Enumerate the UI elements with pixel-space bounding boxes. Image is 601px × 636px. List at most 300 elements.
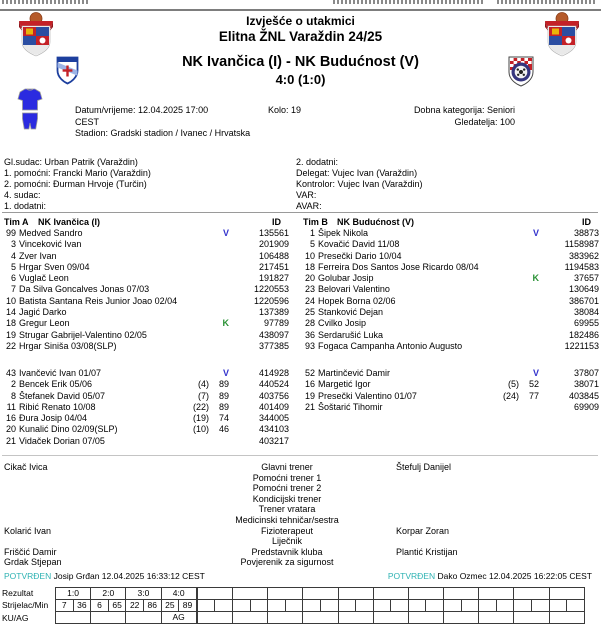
away-staff-name: Plantić Kristijan	[396, 546, 458, 557]
player-row	[301, 307, 599, 318]
scorer-number: 6	[97, 600, 102, 610]
substitution-info: (10)	[192, 424, 209, 435]
player-id: 38084	[573, 307, 599, 318]
scorer-number: 7	[61, 600, 67, 610]
player-id: 377385	[258, 340, 289, 351]
player-name: Margetić Igor	[318, 379, 371, 390]
staff-role: Liječnik	[271, 536, 302, 547]
player-id: 401409	[258, 401, 289, 412]
substitution-info	[493, 318, 519, 329]
score-cell: 1:0	[55, 587, 91, 600]
match-round: Kolo: 19	[268, 105, 302, 115]
ku-ag-cell	[197, 611, 233, 624]
player-number: 93	[304, 340, 315, 351]
away-staff-name	[390, 473, 597, 484]
home-staff-name	[4, 494, 184, 505]
minute-or-role-mark	[519, 262, 539, 273]
staff-role: Povjerenik za sigurnost	[240, 557, 334, 568]
ku-ag-cell	[513, 611, 549, 624]
away-staff-name	[390, 494, 597, 505]
player-number: 16	[5, 413, 16, 424]
player-name: Stanković Dejan	[318, 307, 384, 318]
staff-role: Pomoćni trener 2	[252, 483, 322, 494]
match-info	[75, 105, 250, 140]
minute-or-role-mark	[209, 330, 229, 341]
id-column-header: ID	[272, 217, 281, 227]
team-a-section	[2, 216, 289, 447]
player-id: 97789	[263, 318, 289, 329]
player-id: 1194583	[564, 261, 599, 272]
player-row	[301, 273, 599, 284]
ku-ag-row	[55, 611, 585, 624]
player-name: Šipek Nikola	[318, 228, 369, 238]
home-staff-name	[4, 473, 184, 484]
minute-or-role-mark	[519, 284, 539, 295]
player-number: 24	[304, 295, 315, 306]
minute-or-role-mark	[519, 402, 539, 413]
staff-row	[4, 557, 597, 568]
player-number: 52	[304, 367, 315, 378]
officials-right	[296, 157, 423, 212]
staff-row	[4, 515, 597, 526]
results-row-label: Strijelac/Min	[2, 600, 49, 611]
player-id: 414928	[258, 367, 289, 378]
player-name: Ivančević Ivan 01/07	[19, 367, 102, 378]
ku-ag-cell	[302, 611, 338, 624]
substitution-info	[183, 341, 209, 352]
player-row	[301, 284, 599, 295]
player-id: 182486	[568, 329, 599, 340]
substitution-info	[183, 318, 209, 329]
minute-or-role-mark: V	[532, 367, 539, 378]
player-number: 7	[10, 284, 16, 295]
player-number: 2	[10, 379, 16, 390]
home-staff-name	[4, 504, 184, 515]
report-header	[0, 14, 601, 87]
player-number: 21	[5, 435, 16, 446]
results-grid	[55, 587, 585, 624]
player-row	[2, 251, 289, 262]
player-id: 344005	[258, 413, 289, 424]
official-line: 1. dodatni:	[4, 201, 47, 211]
player-row	[2, 391, 289, 402]
staff-role: Medicinski tehničar/sestra	[235, 514, 339, 525]
player-row	[301, 379, 599, 390]
official-line: Gl.sudac: Urban Patrik (Varaždin)	[4, 157, 138, 167]
team-b-section	[301, 216, 599, 447]
team-a-starters	[2, 228, 289, 352]
player-number: 99	[5, 228, 16, 238]
minute-or-role-mark: K	[532, 273, 539, 284]
player-id: 403756	[258, 390, 289, 401]
minute-or-role-mark	[209, 262, 229, 273]
results-row-label: KU/AG	[2, 612, 29, 623]
player-name: Fogaca Campanha Antonio Augusto	[318, 340, 463, 351]
substitution-info	[183, 228, 209, 239]
minute-or-role-mark	[519, 318, 539, 329]
minute-or-role-mark: V	[222, 228, 229, 238]
player-row	[301, 262, 599, 273]
player-name: Medved Sandro	[19, 228, 83, 238]
minute-or-role-mark	[209, 307, 229, 318]
player-id: 106488	[258, 250, 289, 261]
player-number: 21	[304, 401, 315, 412]
player-number: 20	[304, 273, 315, 284]
player-row	[301, 368, 599, 379]
player-name: Belovari Valentino	[318, 284, 390, 295]
player-id: 217451	[258, 261, 289, 272]
match-timezone: CEST	[75, 116, 100, 127]
player-number: 22	[5, 340, 16, 351]
player-number: 6	[10, 273, 16, 284]
substitution-info	[493, 330, 519, 341]
player-name: Presečki Valentino 01/07	[318, 390, 417, 401]
staff-row	[4, 526, 597, 537]
confirmation-away	[388, 571, 592, 581]
player-row	[2, 273, 289, 284]
player-row	[2, 330, 289, 341]
player-number: 8	[10, 390, 16, 401]
staff-section	[4, 462, 597, 568]
home-staff-name: Grdak Stjepan	[4, 557, 62, 568]
player-id: 191827	[258, 273, 289, 284]
ku-ag-cell	[408, 611, 444, 624]
player-row	[2, 307, 289, 318]
goal-minute: 86	[143, 600, 161, 611]
minute-or-role-mark	[209, 284, 229, 295]
official-line: 1. pomoćni: Francki Mario (Varaždin)	[4, 168, 151, 178]
player-id: 135561	[258, 228, 289, 238]
player-number: 16	[304, 379, 315, 390]
player-id: 1221153	[564, 340, 599, 351]
substitution-info	[493, 284, 519, 295]
results-row-label: Rezultat	[2, 588, 34, 598]
player-row	[301, 318, 599, 329]
minute-or-role-mark: 89	[218, 401, 229, 412]
minute-or-role-mark: V	[532, 228, 539, 238]
substitution-info	[183, 284, 209, 295]
minute-or-role-mark	[209, 239, 229, 250]
player-id: 201909	[258, 239, 289, 250]
cropped-text-fragment	[333, 0, 485, 4]
away-staff-name: Štefulj Danijel	[396, 462, 452, 472]
away-staff-name	[390, 504, 597, 515]
confirmed-by: Josip Grđan 12.04.2025 16:33:12 CEST	[53, 571, 205, 581]
team-a-bench	[2, 368, 289, 447]
player-name: Šoštarić Tihomir	[318, 401, 383, 412]
player-row	[2, 341, 289, 352]
substitution-info	[493, 251, 519, 262]
staff-row	[4, 536, 597, 547]
substitution-info	[183, 436, 209, 447]
player-id: 130649	[568, 284, 599, 295]
substitution-info: (7)	[198, 390, 209, 401]
substitution-info	[183, 262, 209, 273]
player-number: 23	[304, 284, 315, 295]
staff-role: Pomoćni trener 1	[252, 472, 322, 483]
official-line: VAR:	[296, 190, 317, 200]
staff-role: Glavni trener	[261, 462, 313, 472]
scorer-number: 25	[165, 600, 175, 610]
staff-row	[4, 547, 597, 558]
substitution-info: (19)	[192, 413, 209, 424]
player-number: 20	[5, 424, 16, 435]
player-number: 5	[309, 239, 315, 250]
substitution-info: (5)	[508, 379, 519, 390]
ku-ag-cell	[232, 611, 268, 624]
staff-row	[4, 473, 597, 484]
ku-ag-cell	[90, 611, 126, 624]
player-name: Kunalić Dino 02/09(SLP)	[19, 424, 118, 435]
ku-ag-cell	[125, 611, 161, 624]
player-name: Batista Santana Reis Junior Joao 02/04	[19, 295, 178, 306]
player-name: Cvilko Josip	[318, 318, 367, 329]
team-b-header	[301, 216, 599, 228]
player-row	[301, 251, 599, 262]
minute-or-role-mark	[519, 251, 539, 262]
player-name: Golubar Josip	[318, 273, 374, 284]
section-divider	[2, 212, 598, 213]
player-row	[2, 402, 289, 413]
substitution-info	[493, 262, 519, 273]
player-name: Bencek Erik 05/06	[19, 379, 93, 390]
player-number: 10	[5, 295, 16, 306]
minute-or-role-mark	[519, 296, 539, 307]
player-name: Presečki Dario 10/04	[318, 250, 402, 261]
confirmed-by: Dako Ozmec 12.04.2025 16:22:05 CEST	[437, 571, 592, 581]
substitution-info	[493, 402, 519, 413]
player-name: Martinčević Damir	[318, 367, 391, 378]
player-id: 403845	[568, 390, 599, 401]
player-id: 438097	[258, 329, 289, 340]
staff-row	[4, 483, 597, 494]
player-row	[301, 402, 599, 413]
player-row	[301, 391, 599, 402]
player-name: Gregur Leon	[19, 318, 70, 329]
substitution-info	[493, 228, 519, 239]
player-id: 383962	[568, 250, 599, 261]
team-label: Tim B	[303, 217, 328, 227]
minute-or-role-mark: 89	[218, 379, 229, 390]
minute-or-role-mark	[209, 251, 229, 262]
player-number: 11	[6, 401, 16, 412]
cropped-print-header	[0, 0, 601, 11]
player-id: 69955	[573, 318, 599, 329]
player-id: 434103	[258, 424, 289, 435]
player-number: 28	[304, 318, 315, 329]
section-divider	[2, 455, 598, 456]
player-name: Hrgar Siniša 03/08(SLP)	[19, 340, 117, 351]
substitution-info	[183, 296, 209, 307]
minute-or-role-mark: 46	[218, 424, 229, 435]
home-staff-name: Friščić Damir	[4, 546, 57, 557]
official-line: 2. pomoćni: Đurman Hrvoje (Turčin)	[4, 179, 147, 189]
player-number: 19	[304, 390, 315, 401]
player-number: 5	[10, 261, 16, 272]
player-name: Vinceković Ivan	[19, 239, 82, 250]
minute-or-role-mark: 52	[528, 379, 539, 390]
substitution-info	[183, 251, 209, 262]
ku-ag-cell	[443, 611, 479, 624]
player-number: 43	[5, 367, 16, 378]
staff-role: Fizioterapeut	[260, 525, 314, 536]
match-datetime: Datum/vrijeme: 12.04.2025 17:00	[75, 105, 209, 115]
staff-row	[4, 494, 597, 505]
goal-minute: 36	[73, 600, 91, 611]
player-number: 1	[309, 228, 315, 238]
attendance: Gledatelja: 100	[454, 116, 515, 127]
player-row	[2, 413, 289, 424]
official-line: 2. dodatni:	[296, 157, 339, 167]
ku-ag-cell	[549, 611, 585, 624]
ku-ag-cell: AG	[161, 611, 197, 624]
substitution-info	[493, 239, 519, 250]
away-staff-name	[390, 536, 597, 547]
player-row	[2, 228, 289, 239]
confirmed-status: POTVRĐEN	[387, 571, 436, 581]
player-number: 18	[5, 318, 16, 329]
player-name: Ferreira Dos Santos Jose Ricardo 08/04	[318, 261, 479, 272]
substitution-info	[183, 330, 209, 341]
rosters-section	[2, 216, 599, 447]
player-number: 14	[5, 307, 16, 318]
ku-ag-cell	[373, 611, 409, 624]
ku-ag-cell	[478, 611, 514, 624]
player-row	[2, 284, 289, 295]
player-id: 386701	[568, 295, 599, 306]
substitution-info	[183, 307, 209, 318]
player-row	[2, 368, 289, 379]
minute-or-role-mark	[209, 341, 229, 352]
minute-or-role-mark	[209, 273, 229, 284]
player-row	[301, 296, 599, 307]
player-row	[2, 424, 289, 435]
player-name: Serdarušić Luka	[318, 329, 384, 340]
minute-or-role-mark: 74	[218, 413, 229, 424]
score-cell: 4:0	[161, 587, 197, 600]
player-number: 36	[304, 329, 315, 340]
player-row	[2, 239, 289, 250]
home-staff-name	[4, 515, 184, 526]
cropped-text-fragment	[497, 0, 597, 4]
player-row	[301, 228, 599, 239]
player-number: 4	[10, 250, 16, 261]
home-staff-name	[4, 536, 184, 547]
confirmation-bar	[4, 571, 592, 581]
confirmed-status: POTVRĐEN	[4, 571, 52, 581]
ku-ag-cell	[338, 611, 374, 624]
minute-or-role-mark: V	[222, 367, 229, 378]
official-line: AVAR:	[296, 201, 322, 211]
substitution-info	[183, 239, 209, 250]
player-id: 37807	[573, 367, 599, 378]
score-cell: 2:0	[90, 587, 126, 600]
team-name: NK Budućnost (V)	[337, 217, 414, 227]
minute-or-role-mark: 77	[528, 390, 539, 401]
player-id: 69909	[573, 401, 599, 412]
player-name: Jagić Darko	[19, 307, 67, 318]
player-number: 19	[5, 329, 16, 340]
player-name: Strugar Gabrijel-Valentino 02/05	[19, 329, 147, 340]
substitution-info	[493, 296, 519, 307]
ku-ag-cell	[267, 611, 303, 624]
player-name: Zver Ivan	[19, 250, 57, 261]
substitution-info	[493, 273, 519, 284]
score-cell: 3:0	[125, 587, 161, 600]
team-b-bench	[301, 368, 599, 413]
substitution-info	[493, 341, 519, 352]
player-row	[301, 330, 599, 341]
minute-or-role-mark	[519, 341, 539, 352]
minute-or-role-mark	[209, 296, 229, 307]
official-line: Kontrolor: Vujec Ivan (Varaždin)	[296, 179, 423, 189]
player-name: Ribić Renato 10/08	[19, 401, 96, 412]
staff-row	[4, 462, 597, 473]
officials-left	[4, 157, 151, 212]
player-name: Kovačić David 11/08	[318, 239, 400, 250]
minute-or-role-mark	[519, 239, 539, 250]
substitution-info: (22)	[192, 401, 209, 412]
minute-or-role-mark: K	[222, 318, 229, 329]
staff-role: Trener vratara	[258, 504, 316, 515]
competition-title: Elitna ŽNL Varaždin 24/25	[218, 29, 383, 44]
player-name: Đura Josip 04/04	[19, 413, 88, 424]
minute-or-role-mark	[519, 330, 539, 341]
player-number: 3	[10, 239, 16, 250]
substitution-info	[493, 307, 519, 318]
player-number: 25	[304, 307, 315, 318]
player-row	[301, 341, 599, 352]
substitution-info: (24)	[502, 390, 519, 401]
substitution-info: (4)	[198, 379, 209, 390]
player-row	[2, 318, 289, 329]
minute-or-role-mark: 89	[218, 390, 229, 401]
away-staff-name: Korpar Zoran	[396, 525, 450, 536]
scorer-number: 22	[129, 600, 140, 610]
player-id: 440524	[258, 379, 289, 390]
player-row	[301, 239, 599, 250]
player-id: 38071	[573, 379, 599, 390]
match-score: 4:0 (1:0)	[275, 72, 326, 87]
away-staff-name	[390, 557, 597, 568]
age-category: Dobna kategorija: Seniori	[413, 105, 515, 115]
away-staff-name	[390, 515, 597, 526]
official-line: 4. sudac:	[4, 190, 41, 200]
player-id: 137389	[258, 307, 289, 318]
match-title: NK Ivančica (I) - NK Budućnost (V)	[182, 54, 419, 70]
minute-or-role-mark	[519, 307, 539, 318]
results-section	[2, 587, 585, 624]
substitution-info	[183, 273, 209, 284]
match-category-block	[414, 105, 515, 128]
away-staff-name	[390, 483, 597, 494]
team-b-starters	[301, 228, 599, 352]
match-stadium: Stadion: Gradski stadion / Ivanec / Hrvatska	[75, 128, 251, 138]
player-name: Štefanek David 05/07	[19, 390, 106, 401]
report-title: Izvješće o utakmici	[246, 14, 355, 28]
player-id: 1158987	[564, 239, 599, 250]
home-staff-name	[4, 483, 184, 494]
player-name: Hrgar Sven 09/04	[19, 261, 90, 272]
cropped-text-fragment	[2, 0, 90, 4]
player-number: 10	[304, 250, 315, 261]
player-id: 38873	[573, 228, 599, 238]
substitution-info	[183, 368, 209, 379]
player-row	[2, 436, 289, 447]
staff-row	[4, 504, 597, 515]
official-line: Delegat: Vujec Ivan (Varaždin)	[296, 168, 418, 178]
ku-ag-cell	[55, 611, 91, 624]
